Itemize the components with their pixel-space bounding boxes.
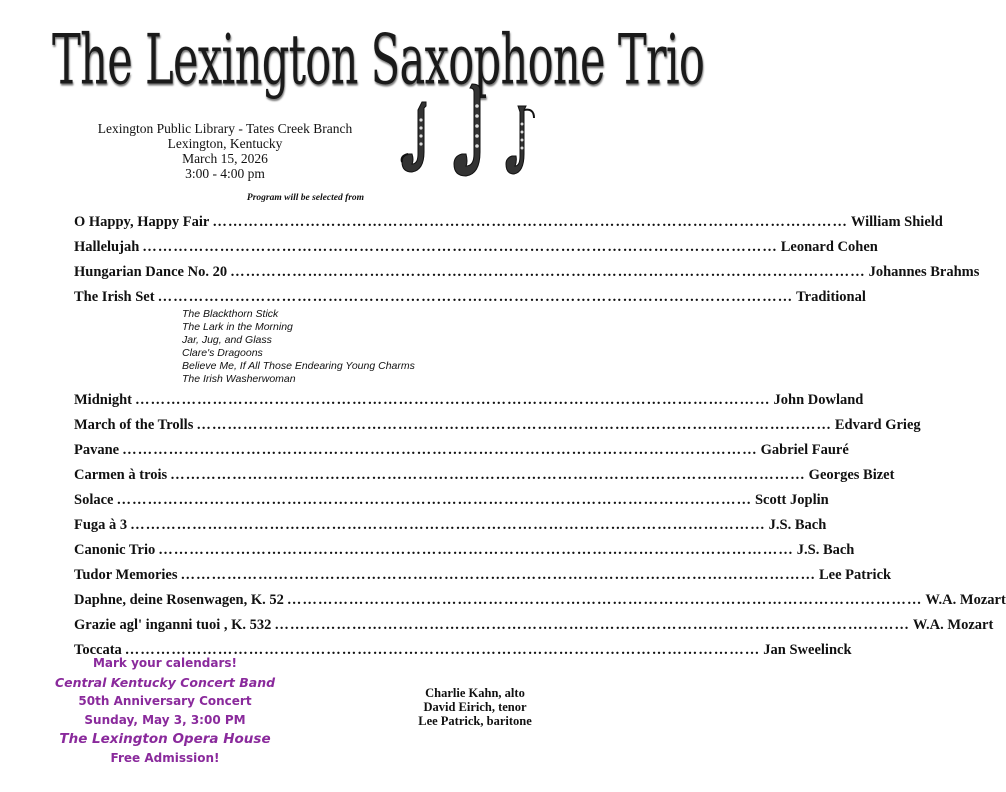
event-time: 3:00 - 4:00 pm — [185, 166, 265, 181]
piece-title: Toccata — [74, 642, 122, 658]
composer-name: Traditional — [796, 289, 866, 305]
composer-name: Leonard Cohen — [780, 239, 878, 255]
dot-leader — [287, 588, 923, 613]
promo-line: Free Admission! — [110, 751, 220, 765]
composer-name: Scott Joplin — [754, 492, 829, 508]
program-row — [74, 388, 864, 413]
piece-title: Daphne, deine Rosenwagen, K. 52 — [74, 592, 284, 608]
program-row — [74, 538, 855, 563]
composer-name: J.S. Bach — [768, 517, 827, 533]
composer-name: Jan Sweelinck — [763, 642, 852, 658]
performer: Lee Patrick, baritone — [418, 714, 532, 728]
dot-leader — [122, 438, 758, 463]
concert-promo — [40, 654, 290, 768]
composer-name: W.A. Mozart — [912, 617, 994, 633]
dot-leader — [230, 260, 866, 285]
program-row — [74, 438, 849, 463]
saxophone-illustration — [400, 82, 545, 182]
alto-saxophone-icon — [400, 100, 442, 180]
composer-name: John Dowland — [773, 392, 864, 408]
venue-info — [80, 121, 370, 181]
venue-name: Lexington Public Library - Tates Creek Branch — [97, 121, 353, 136]
composer-name: Lee Patrick — [819, 567, 892, 583]
list-item: Clare's Dragoons — [182, 347, 263, 359]
dot-leader — [274, 613, 910, 638]
event-date: March 15, 2026 — [182, 151, 268, 166]
composer-name: Edvard Grieg — [834, 417, 921, 433]
piece-title: Canonic Trio — [74, 542, 156, 558]
performer: Charlie Kahn, alto — [425, 686, 525, 700]
piece-title: Pavane — [74, 442, 120, 458]
piece-title: Midnight — [74, 392, 133, 408]
list-item: Jar, Jug, and Glass — [182, 334, 272, 346]
piece-title: Grazie agl' inganni tuoi , K. 532 — [74, 617, 272, 633]
piece-title: March of the Trolls — [74, 417, 194, 433]
dot-leader — [158, 285, 794, 310]
dot-leader — [170, 463, 806, 488]
dot-leader — [196, 413, 832, 438]
promo-line: Central Kentucky Concert Band — [54, 675, 276, 690]
list-item: The Lark in the Morning — [182, 321, 293, 333]
dot-leader — [130, 513, 766, 538]
list-item: Believe Me, If All Those Endearing Young Charms — [182, 360, 415, 372]
piece-title: Hungarian Dance No. 20 — [74, 264, 228, 280]
promo-line: The Lexington Opera House — [59, 731, 271, 747]
promo-line: 50th Anniversary Concert — [78, 694, 252, 708]
piece-title: Carmen à trois — [74, 467, 168, 483]
composer-name: Georges Bizet — [808, 467, 895, 483]
piece-title: Solace — [74, 492, 114, 508]
program-row — [74, 488, 829, 513]
baritone-saxophone-icon — [504, 104, 544, 182]
piece-title: The Irish Set — [74, 289, 155, 305]
piece-title: Tudor Memories — [74, 567, 178, 583]
tenor-saxophone-icon — [452, 82, 498, 182]
composer-name: Johannes Brahms — [868, 264, 980, 280]
piece-title: Hallelujah — [74, 239, 140, 255]
program-row — [74, 260, 980, 285]
irish-set-list — [182, 308, 534, 386]
list-item: The Blackthorn Stick — [182, 308, 279, 320]
program-row — [74, 513, 827, 538]
program-row — [74, 613, 994, 638]
piece-title: Fuga à 3 — [74, 517, 128, 533]
promo-line: Sunday, May 3, 3:00 PM — [84, 713, 246, 727]
composer-name: Gabriel Fauré — [760, 442, 849, 458]
dot-leader — [158, 538, 794, 563]
program-row — [74, 210, 943, 235]
promo-line: Mark your calendars! — [92, 656, 238, 670]
program-row — [74, 463, 895, 488]
dot-leader — [181, 563, 817, 588]
list-item: The Irish Washerwoman — [182, 373, 296, 385]
program-row — [74, 235, 878, 260]
dot-leader — [142, 235, 778, 260]
page-title: The Lexington Saxophone Trio — [52, 20, 705, 101]
piece-title: O Happy, Happy Fair — [74, 214, 210, 230]
composer-name: W.A. Mozart — [925, 592, 1006, 608]
program-note: Program will be selected from — [246, 193, 365, 203]
composer-name: William Shield — [850, 214, 943, 230]
program-row — [74, 588, 1006, 613]
venue-city: Lexington, Kentucky — [167, 136, 283, 151]
program-row — [74, 285, 866, 310]
dot-leader — [116, 488, 752, 513]
dot-leader — [135, 388, 771, 413]
program-row — [74, 413, 921, 438]
performers-list — [395, 686, 555, 728]
performer: David Eirich, tenor — [423, 700, 527, 714]
composer-name: J.S. Bach — [796, 542, 855, 558]
dot-leader — [212, 210, 848, 235]
program-list — [74, 210, 1006, 663]
program-row — [74, 563, 892, 588]
